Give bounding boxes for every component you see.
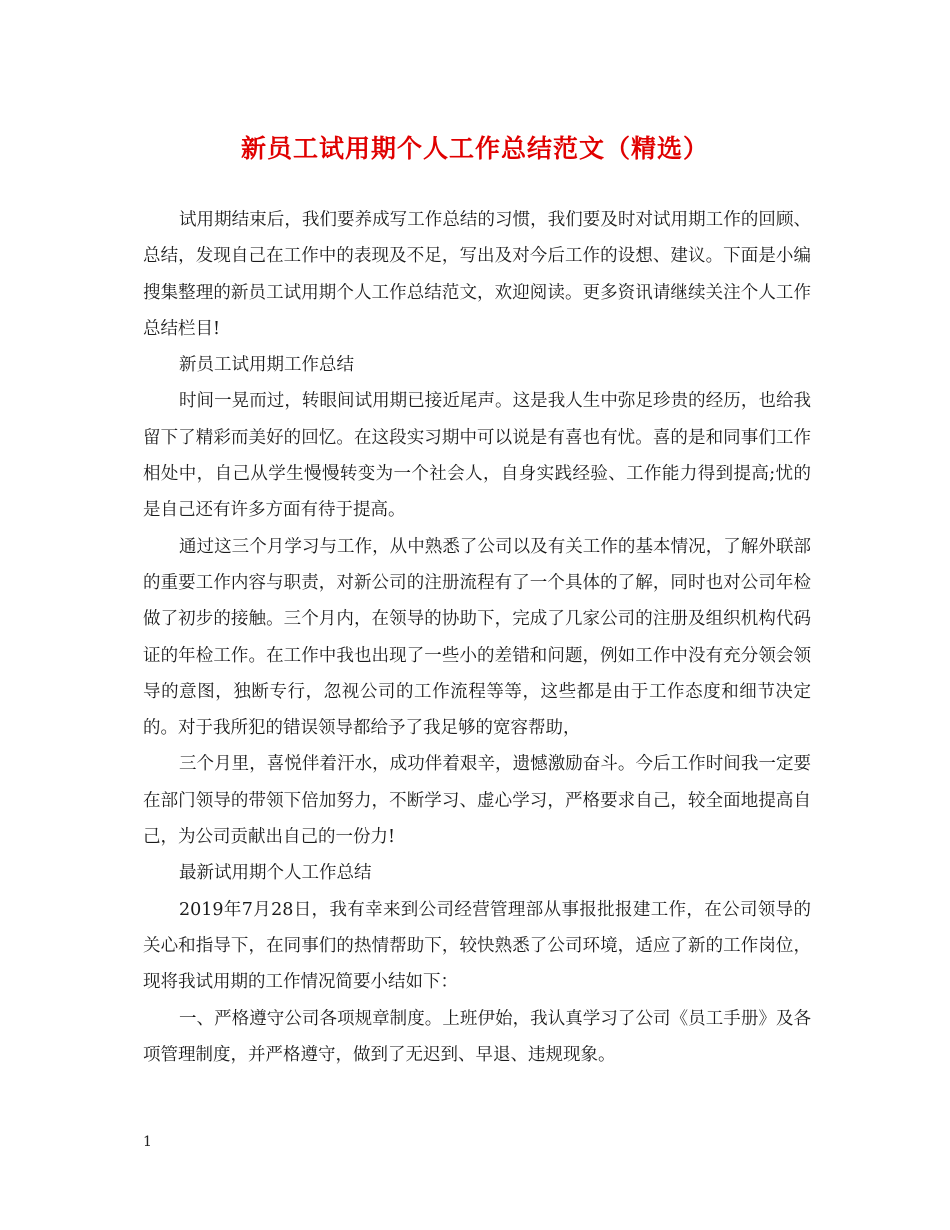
paragraph-intro: 试用期结束后，我们要养成写工作总结的习惯，我们要及时对试用期工作的回顾、总结，发现自己在工作中的表现及不足，写出及对今后工作的设想、建议。下面是小编搜集整理的新员工试用期个人工作总结范文，欢迎阅读。更多资讯请继续关注个人工作总结栏目!: [143, 210, 811, 339]
document-body: [143, 202, 811, 1073]
paragraph-three-months-reflection: 三个月里，喜悦伴着汗水，成功伴着艰辛，遗憾激励奋斗。今后工作时间我一定要在部门领导的带领下倍加努力，不断学习、虚心学习，严格要求自己，较全面地提高自己，为公司贡献出自己的一份力!: [143, 754, 811, 848]
paragraph-time-passes: 时间一晃而过，转眼间试用期已接近尾声。这是我人生中弥足珍贵的经历，也给我留下了精彩而美好的回忆。在这段实习期中可以说是有喜也有忧。喜的是和同事们工作相处中，自己从学生慢慢转变为一个社会人，自身实践经验、工作能力得到提高;忧的是自己还有许多方面有待于提高。: [143, 391, 811, 521]
paragraph-rules: 一、严格遵守公司各项规章制度。上班伊始，我认真学习了公司《员工手册》及各项管理制度，并严格遵守，做到了无迟到、早退、违规现象。: [143, 1008, 811, 1065]
page-number: 1: [143, 1134, 152, 1150]
section-heading-new-employee: 新员工试用期工作总结: [179, 355, 354, 376]
paragraph-start-date: 2019年7月28日，我有幸来到公司经营管理部从事报批报建工作，在公司领导的关心和指导下，在同事们的热情帮助下，较快熟悉了公司环境，适应了新的工作岗位，现将我试用期的工作情况简要小结如下：: [143, 899, 811, 993]
document-title: 新员工试用期个人工作总结范文（精选）: [240, 134, 709, 163]
paragraph-three-months-work: 通过这三个月学习与工作，从中熟悉了公司以及有关工作的基本情况，了解外联部的重要工作内容与职责，对新公司的注册流程有了一个具体的了解，同时也对公司年检做了初步的接触。三个月内，在领导的协助下，完成了几家公司的注册及组织机构代码证的年检工作。在工作中我也出现了一些小的差错和问题，例如工作中没有充分领会领导的意图，独断专行，忽视公司的工作流程等等，这些都是由于工作态度和细节决定的。对于我所犯的错误领导都给予了我足够的宽容帮助，: [143, 536, 811, 739]
section-heading-latest-summary: 最新试用期个人工作总结: [179, 863, 372, 884]
